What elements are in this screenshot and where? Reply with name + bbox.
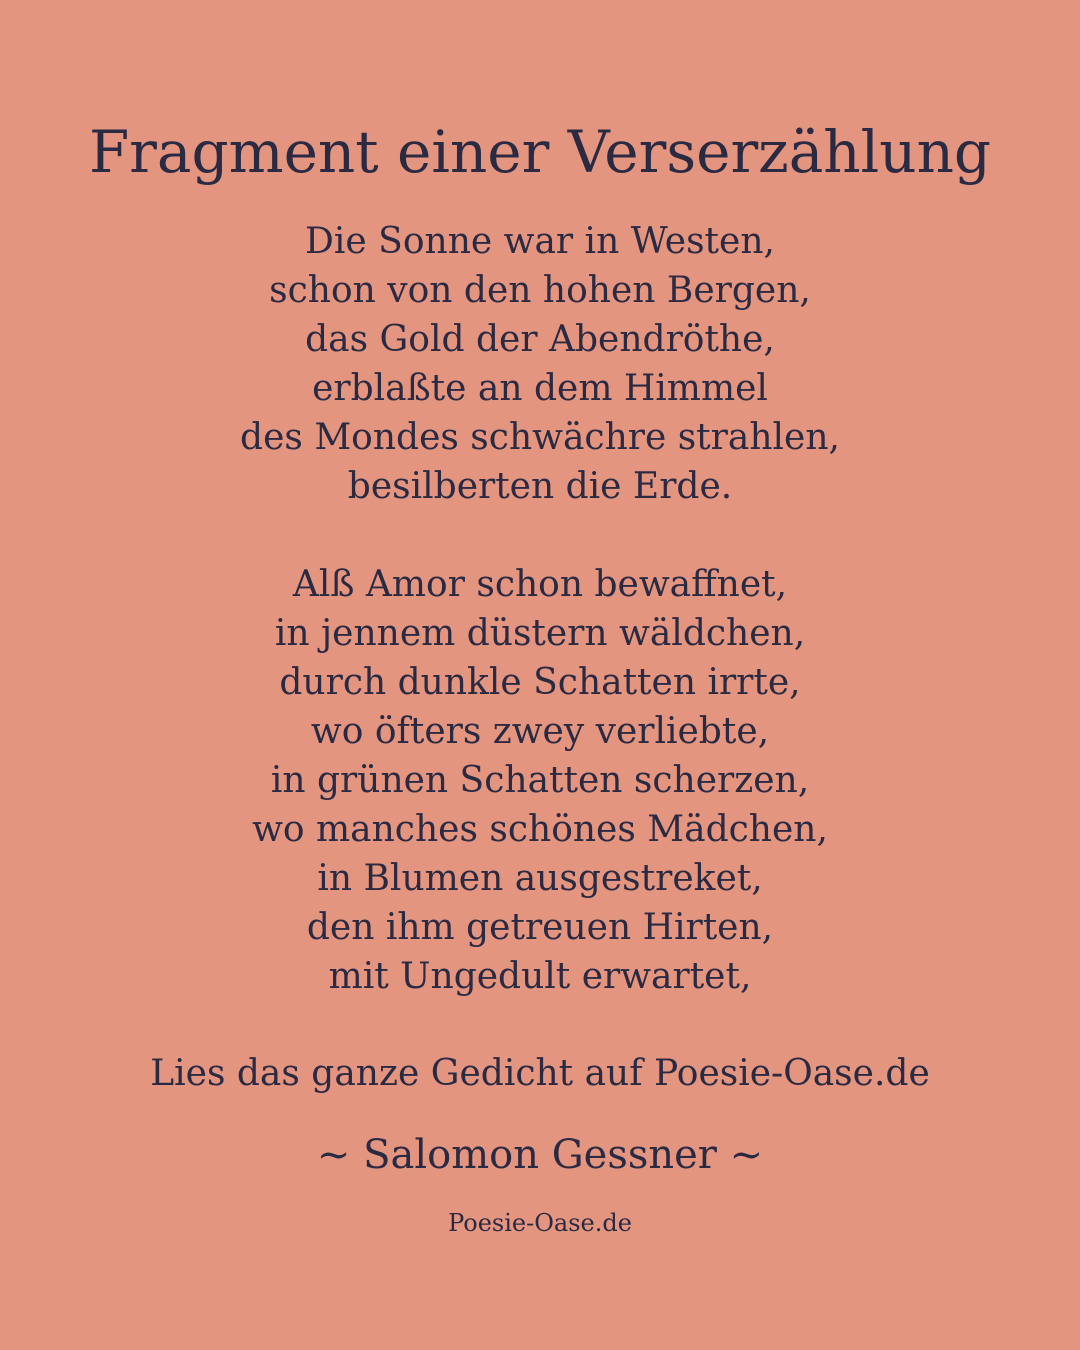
poem-line-1-4: erblaßte an dem Himmel: [312, 368, 768, 409]
poem-line-2-4: wo öfters zwey verliebte,: [310, 711, 770, 752]
poem-title: Fragment einer Verserzählung: [88, 118, 992, 186]
author-name: ~ Salomon Gessner ~: [316, 1132, 764, 1178]
stanza-1: [0, 217, 1080, 511]
poem-line-1-1: Die Sonne war in Westen,: [305, 221, 775, 262]
poem-line-2-7: in Blumen ausgestreket,: [317, 858, 763, 899]
poem-line-2-6: wo manches schönes Mädchen,: [252, 809, 828, 850]
poem-line-1-3: das Gold der Abendröthe,: [305, 319, 775, 360]
poem-line-2-2: in jennem düstern wäldchen,: [274, 613, 806, 654]
site-watermark: Poesie-Oase.de: [448, 1209, 632, 1237]
poem-line-2-1: Alß Amor schon bewaffnet,: [292, 564, 788, 605]
poem-line-1-5: des Mondes schwächre strahlen,: [240, 417, 840, 458]
poem-line-1-2: schon von den hohen Bergen,: [269, 270, 811, 311]
poem-line-2-9: mit Ungedult erwartet,: [328, 956, 752, 997]
read-full-poem-text: Lies das ganze Gedicht auf Poesie-Oase.de: [150, 1053, 930, 1094]
stanza-2: [0, 560, 1080, 1001]
poem-line-2-8: den ihm getreuen Hirten,: [306, 907, 774, 948]
poem-line-2-5: in grünen Schatten scherzen,: [270, 760, 810, 801]
poem-line-2-3: durch dunkle Schatten irrte,: [279, 662, 801, 703]
poem-line-1-6: besilberten die Erde.: [347, 466, 733, 507]
